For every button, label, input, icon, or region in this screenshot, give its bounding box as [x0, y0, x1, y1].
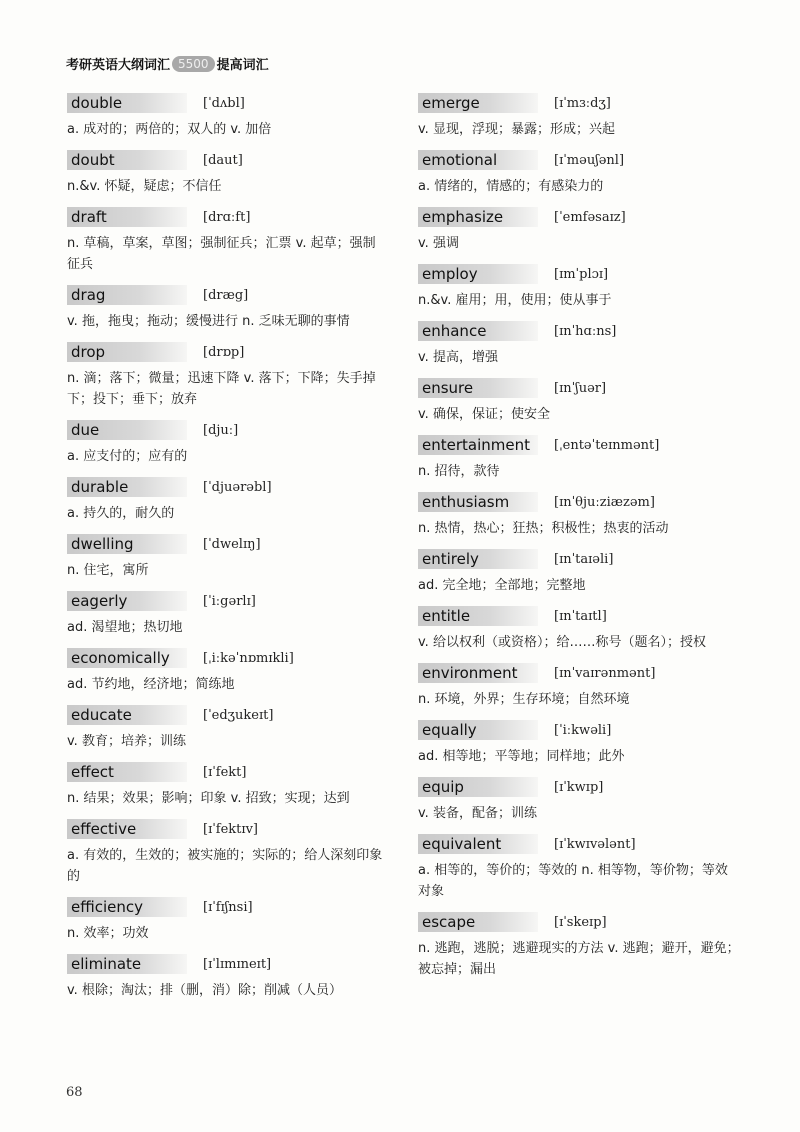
definition: ad. 节约地，经济地；简练地	[67, 677, 235, 692]
entry-head	[418, 548, 740, 570]
entry-head	[67, 818, 387, 840]
phonetic: [ɪnˈvaɪrənmənt]	[554, 665, 656, 681]
page-number: 68	[66, 1085, 83, 1100]
vocab-entry	[418, 605, 740, 653]
vocab-entry	[67, 149, 387, 197]
phonetic: [ɪˈkwɪp]	[554, 779, 604, 795]
entry-head	[67, 590, 387, 612]
definition: a. 情绪的，情感的；有感染力的	[418, 179, 604, 194]
definition: ad. 相等地；平等地；同样地；此外	[418, 749, 625, 764]
phonetic: [ˈdʌbl]	[203, 95, 245, 111]
phonetic: [ˈiːkwəli]	[554, 722, 612, 738]
headword: equally	[418, 720, 538, 740]
definition: n. 结果；效果；影响；印象 v. 招致；实现；达到	[67, 791, 350, 806]
headword: effective	[67, 819, 187, 839]
definition: v. 根除；淘汰；排（删，消）除；削减（人员）	[67, 983, 342, 998]
definition: n.&v. 雇用；用，使用；使从事于	[418, 293, 612, 308]
vocab-entry	[418, 491, 740, 539]
entry-head	[67, 92, 387, 114]
vocab-entry	[418, 911, 740, 980]
headword: emotional	[418, 150, 538, 170]
headword: entitle	[418, 606, 538, 626]
definition: v. 确保，保证；使安全	[418, 407, 550, 422]
phonetic: [ɪˈfektɪv]	[203, 821, 258, 837]
vocab-entry	[67, 818, 387, 887]
phonetic: [daut]	[203, 152, 243, 168]
headword: doubt	[67, 150, 187, 170]
definition: v. 拖，拖曳；拖动；缓慢进行 n. 乏味无聊的事情	[67, 314, 350, 329]
phonetic: [ɪnˈtaɪtl]	[554, 608, 607, 624]
headword: due	[67, 420, 187, 440]
entry-head	[418, 320, 740, 342]
definition: v. 强调	[418, 236, 459, 251]
headword: eliminate	[67, 954, 187, 974]
vocab-entry	[418, 719, 740, 767]
phonetic: [ˌiːkəˈnɒmɪkli]	[203, 650, 294, 666]
vocab-entry	[67, 476, 387, 524]
vocab-entry	[67, 896, 387, 944]
vocab-entry	[67, 206, 387, 275]
left-column	[67, 92, 387, 1010]
phonetic: [ˈdwelɪŋ]	[203, 536, 261, 552]
phonetic: [drɑːft]	[203, 209, 251, 225]
vocab-entry	[418, 92, 740, 140]
phonetic: [ɪnˈhɑːns]	[554, 323, 617, 339]
definition: n. 环境，外界；生存环境；自然环境	[418, 692, 630, 707]
definition: ad. 完全地；全部地；完整地	[418, 578, 586, 593]
definition: v. 教育；培养；训练	[67, 734, 186, 749]
entry-head	[67, 419, 387, 441]
phonetic: [ɪˈlɪmɪneɪt]	[203, 956, 272, 972]
vocab-entry	[67, 704, 387, 752]
vocab-entry	[418, 320, 740, 368]
phonetic: [djuː]	[203, 422, 239, 438]
entry-head	[67, 149, 387, 171]
entry-head	[67, 953, 387, 975]
entry-head	[418, 92, 740, 114]
phonetic: [ˈemfəsaɪz]	[554, 209, 626, 225]
vocab-entry	[67, 953, 387, 1001]
headword: educate	[67, 705, 187, 725]
vocab-entry	[418, 206, 740, 254]
phonetic: [ɪˈskeɪp]	[554, 914, 607, 930]
definition: n. 滴；落下；微量；迅速下降 v. 落下；下降；失手掉下；投下；垂下；放弃	[67, 371, 376, 407]
entry-head	[418, 719, 740, 741]
vocab-entry	[418, 149, 740, 197]
phonetic: [ˈiːgərlɪ]	[203, 593, 256, 609]
entry-head	[418, 776, 740, 798]
definition: n. 招待，款待	[418, 464, 500, 479]
entry-head	[418, 377, 740, 399]
entry-head	[418, 263, 740, 285]
entry-head	[67, 476, 387, 498]
phonetic: [ɪnˈʃuər]	[554, 380, 607, 396]
headword: emerge	[418, 93, 538, 113]
phonetic: [ɪˈmɜːdʒ]	[554, 95, 611, 111]
definition: a. 成对的；两倍的；双人的 v. 加倍	[67, 122, 272, 137]
definition: n. 热情，热心；狂热；积极性；热衷的活动	[418, 521, 669, 536]
definition: ad. 渴望地；热切地	[67, 620, 183, 635]
header-title-left: 考研英语大纲词汇	[66, 58, 171, 73]
definition: v. 给以权利（或资格）；给……称号（题名）；授权	[418, 635, 706, 650]
entry-head	[67, 704, 387, 726]
headword: efficiency	[67, 897, 187, 917]
vocab-entry	[418, 548, 740, 596]
vocab-entry	[67, 647, 387, 695]
definition: n. 草稿，草案，草图；强制征兵；汇票 v. 起草；强制征兵	[67, 236, 376, 272]
vocab-entry	[418, 263, 740, 311]
vocab-entry	[67, 92, 387, 140]
headword: emphasize	[418, 207, 538, 227]
vocab-entry	[67, 284, 387, 332]
phonetic: [ɪnˈθjuːziæzəm]	[554, 494, 655, 510]
entry-head	[418, 206, 740, 228]
phonetic: [ɪmˈplɔɪ]	[554, 266, 609, 282]
vocab-entry	[418, 662, 740, 710]
entry-head	[418, 434, 740, 456]
headword: enthusiasm	[418, 492, 538, 512]
phonetic: [ˌentəˈteɪnmənt]	[554, 437, 660, 453]
phonetic: [ɪˈməuʃənl]	[554, 152, 625, 168]
definition: a. 应支付的；应有的	[67, 449, 188, 464]
definition: a. 持久的，耐久的	[67, 506, 175, 521]
definition: n. 逃跑，逃脱；逃避现实的方法 v. 逃跑；避开，避免；被忘掉；漏出	[418, 941, 740, 977]
vocab-entry	[418, 434, 740, 482]
phonetic: [ˈedʒukeɪt]	[203, 707, 274, 723]
vocab-entry	[67, 341, 387, 410]
entry-head	[67, 533, 387, 555]
headword: durable	[67, 477, 187, 497]
vocab-entry	[67, 533, 387, 581]
headword: drop	[67, 342, 187, 362]
headword: employ	[418, 264, 538, 284]
definition: a. 相等的，等价的；等效的 n. 相等物，等价物；等效对象	[418, 863, 728, 899]
headword: draft	[67, 207, 187, 227]
headword: ensure	[418, 378, 538, 398]
entry-head	[67, 896, 387, 918]
entry-head	[67, 761, 387, 783]
definition: n. 住宅，寓所	[67, 563, 149, 578]
vocab-entry	[418, 776, 740, 824]
definition: a. 有效的，生效的；被实施的；实际的；给人深刻印象的	[67, 848, 383, 884]
headword: entertainment	[418, 435, 538, 455]
phonetic: [ɪnˈtaɪəli]	[554, 551, 614, 567]
headword: equivalent	[418, 834, 538, 854]
headword: effect	[67, 762, 187, 782]
definition: v. 装备，配备；训练	[418, 806, 537, 821]
phonetic: [drɒp]	[203, 344, 245, 360]
phonetic: [dræg]	[203, 287, 249, 303]
headword: drag	[67, 285, 187, 305]
headword: double	[67, 93, 187, 113]
headword: environment	[418, 663, 538, 683]
definition: v. 显现，浮现；暴露；形成；兴起	[418, 122, 615, 137]
definition: n. 效率；功效	[67, 926, 149, 941]
entry-head	[418, 833, 740, 855]
entry-head	[67, 206, 387, 228]
definition: n.&v. 怀疑，疑虑；不信任	[67, 179, 222, 194]
entry-head	[418, 605, 740, 627]
header-badge: 5500	[172, 56, 215, 72]
definition: v. 提高，增强	[418, 350, 498, 365]
headword: enhance	[418, 321, 538, 341]
entry-head	[67, 284, 387, 306]
headword: dwelling	[67, 534, 187, 554]
entry-head	[67, 341, 387, 363]
entry-head	[418, 149, 740, 171]
vocab-entry	[67, 419, 387, 467]
entry-head	[418, 491, 740, 513]
vocab-entry	[418, 833, 740, 902]
right-column	[418, 92, 740, 989]
entry-head	[418, 662, 740, 684]
headword: equip	[418, 777, 538, 797]
phonetic: [ˈdjuərəbl]	[203, 479, 272, 495]
entry-head	[418, 911, 740, 933]
phonetic: [ɪˈfekt]	[203, 764, 247, 780]
headword: eagerly	[67, 591, 187, 611]
page-header	[66, 54, 269, 73]
headword: entirely	[418, 549, 538, 569]
vocab-entry	[67, 761, 387, 809]
vocab-entry	[67, 590, 387, 638]
vocab-entry	[418, 377, 740, 425]
entry-head	[67, 647, 387, 669]
phonetic: [ɪˈfɪʃnsi]	[203, 899, 253, 915]
phonetic: [ɪˈkwɪvələnt]	[554, 836, 636, 852]
header-title-right: 提高词汇	[216, 58, 269, 73]
headword: escape	[418, 912, 538, 932]
headword: economically	[67, 648, 187, 668]
